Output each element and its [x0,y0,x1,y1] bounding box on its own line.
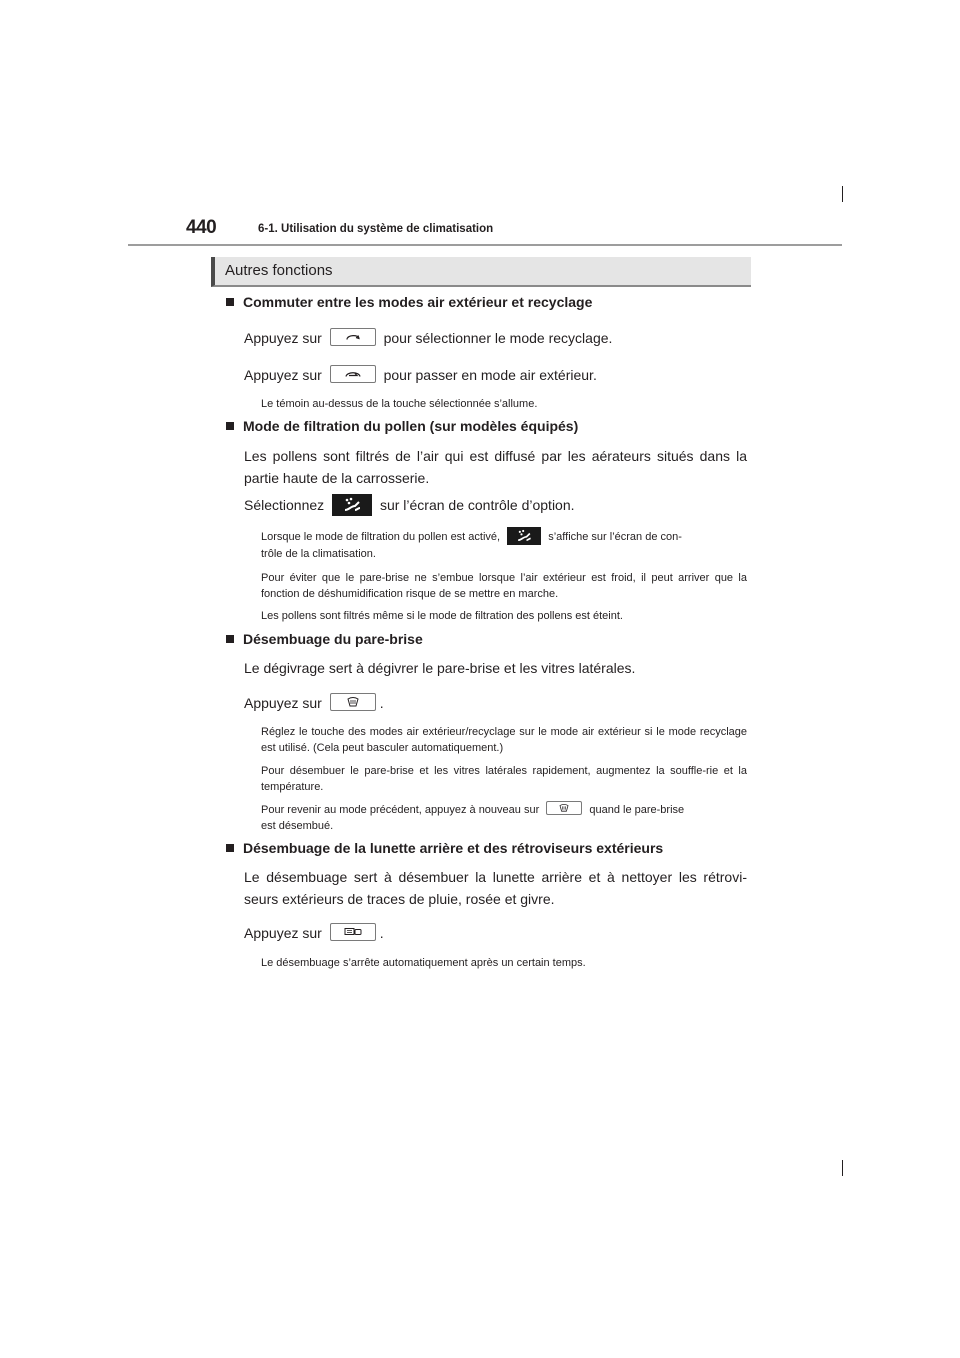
page-number: 440 [186,217,217,238]
subheading-pollen [226,418,578,434]
outside-air-button-icon [330,365,376,383]
rear-defog-button-icon [330,923,376,941]
rear-note: Le désembuage s’arrête automatiquement après un certain temps. [261,957,586,969]
bullet-square-icon [226,844,234,852]
rear-line [244,922,747,944]
section-title: Autres fonctions [225,262,333,279]
header-rule [128,244,842,246]
windshield-note-1: Réglez le touche des modes air extérieur/recyclage sur le mode air extérieur si le mode recyclage est utilisé. (Cela peut basculer automatiquement.) [261,726,747,754]
recirc-note: Le témoin au-dessus de la touche sélectionnée s’allume. [261,398,538,410]
windshield-defog-button-icon [330,693,376,711]
windshield-defog-button-icon [546,801,582,815]
pollen-note-1 [261,527,747,545]
bullet-square-icon [226,298,234,306]
pollen-body: Les pollens sont filtrés de l’air qui est diffusé par les aérateurs situés dans la partie haute de la carrosserie. [244,448,747,486]
recirc-line-1 [244,327,747,349]
bullet-square-icon [226,422,234,430]
pollen-filter-icon [332,494,372,516]
text: Lorsque le mode de filtration du pollen est activé, [261,531,501,543]
running-header: 6-1. Utilisation du système de climatisation [258,223,494,235]
text: s’affiche sur l’écran de con- [548,531,682,543]
subheading-pollen-text: Mode de filtration du pollen (sur modèles équipés) [243,418,579,434]
pollen-filter-icon [507,527,541,545]
windshield-body: Le dégivrage sert à dégivrer le pare-brise et les vitres latérales. [244,660,636,676]
pollen-note-1-cont: trôle de la climatisation. [261,548,376,560]
subheading-windshield-text: Désembuage du pare-brise [243,631,423,647]
section-title-bar [211,257,751,287]
text: Pour revenir au mode précédent, appuyez à nouveau sur [261,804,540,816]
pollen-line [244,494,747,516]
bullet-square-icon [226,635,234,643]
recirculation-button-icon [330,328,376,346]
crop-mark-bottom [842,1160,843,1176]
rear-body: Le désembuage sert à désembuer la lunette arrière et à nettoyer les rétrovi-seurs extérieurs de traces de pluie, rosée et givre. [244,869,747,907]
text: Appuyez sur [244,695,322,711]
text: Appuyez sur [244,330,322,346]
text: . [379,925,384,941]
subheading-rear-text: Désembuage de la lunette arrière et des rétroviseurs extérieurs [243,840,664,856]
subheading-rear [226,840,663,856]
text: sur l’écran de contrôle d’option. [379,497,575,513]
subheading-recirc-text: Commuter entre les modes air extérieur et recyclage [243,294,593,310]
text: pour passer en mode air extérieur. [383,367,597,383]
text: . [379,695,384,711]
windshield-note-3 [261,801,747,818]
recirc-line-2 [244,364,747,386]
text: quand le pare-brise [589,804,685,816]
text: Appuyez sur [244,367,322,383]
pollen-note-3: Les pollens sont filtrés même si le mode de filtration des pollens est éteint. [261,610,623,622]
crop-mark-top [842,186,843,202]
text: Appuyez sur [244,925,322,941]
text: pour sélectionner le mode recyclage. [383,330,613,346]
text: Sélectionnez [244,497,325,513]
windshield-note-2: Pour désembuer le pare-brise et les vitres latérales rapidement, augmentez la souffle-rie et la température. [261,765,747,793]
windshield-note-3-cont: est désembué. [261,820,334,832]
pollen-note-2: Pour éviter que le pare-brise ne s’embue lorsque l’air extérieur est froid, il peut arriver que la fonction de déshumidification risque de se mettre en marche. [261,572,747,600]
subheading-recirc [226,294,592,310]
windshield-line [244,692,747,714]
subheading-windshield [226,631,423,647]
